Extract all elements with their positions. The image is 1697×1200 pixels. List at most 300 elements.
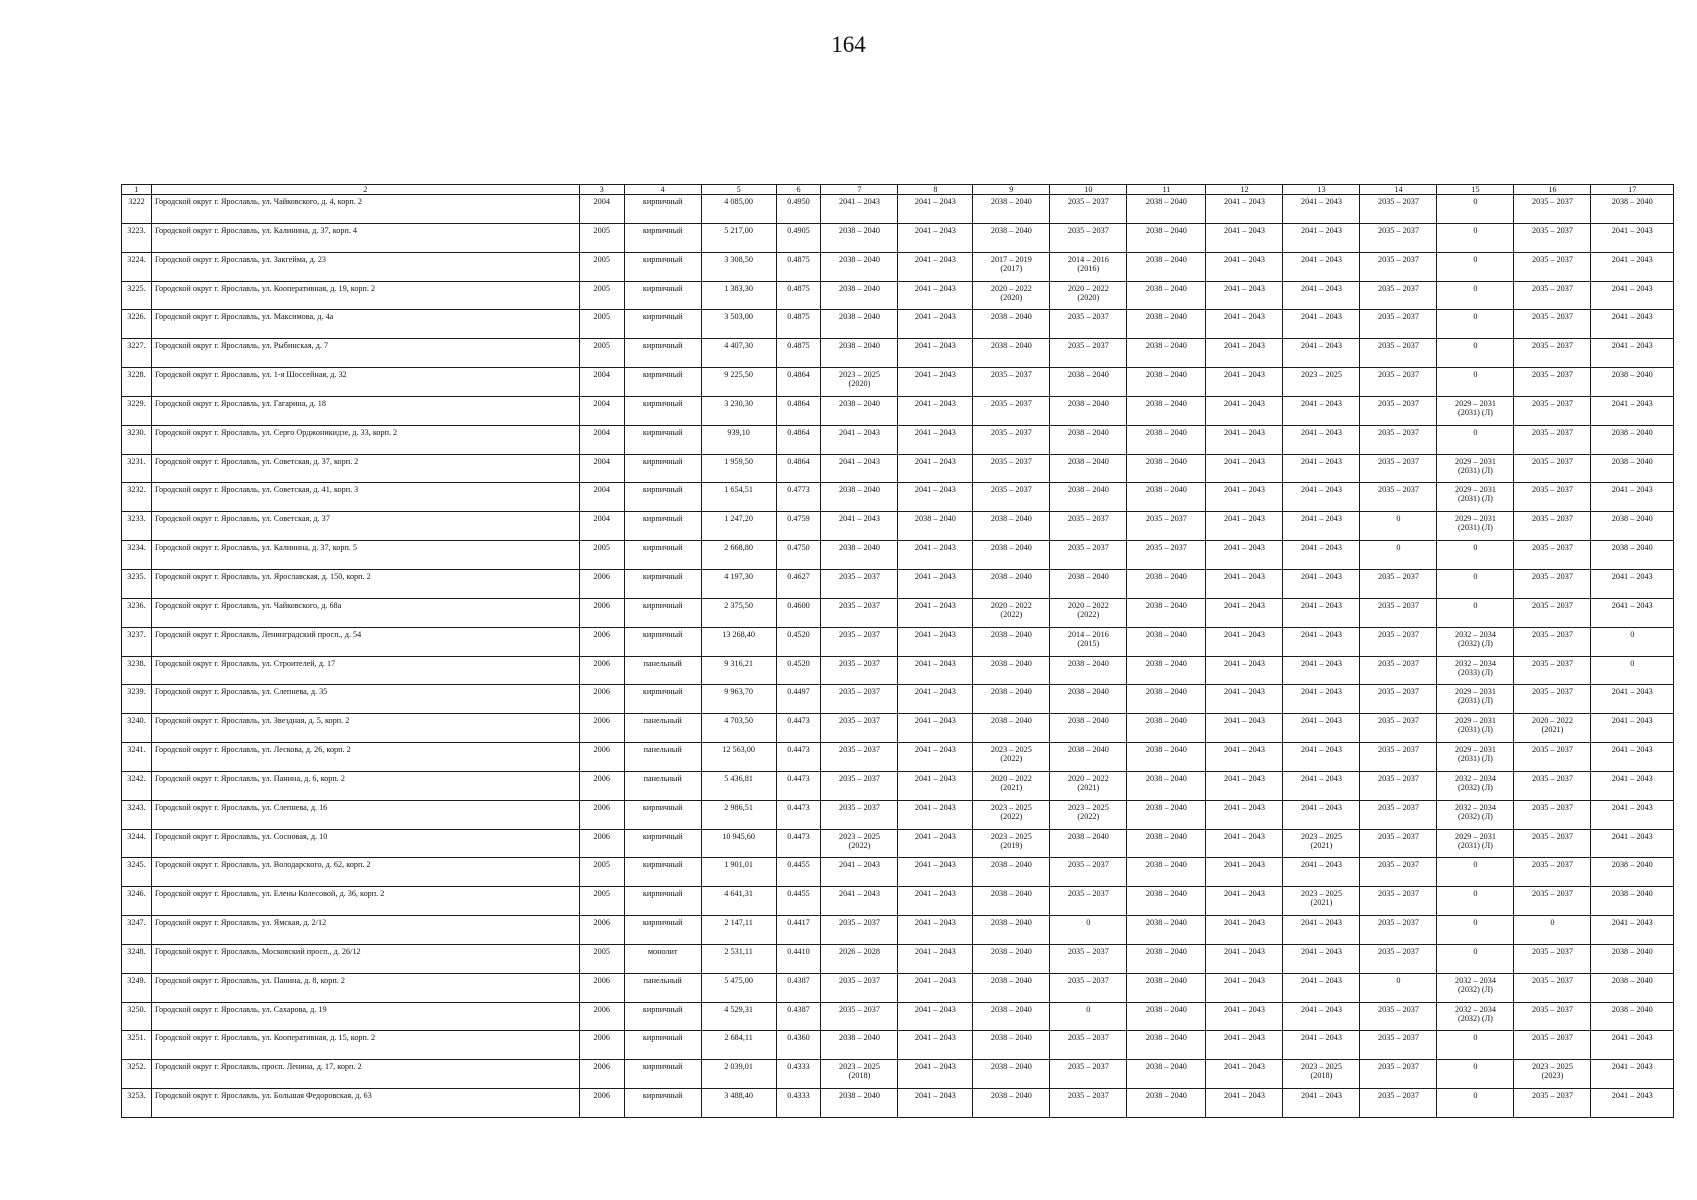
cell-col-16-period: 2020 – 2022 (2021)	[1514, 714, 1591, 743]
cell-col-17-period: 2041 – 2043	[1591, 714, 1674, 743]
cell-col-8-period: 2041 – 2043	[898, 368, 973, 397]
cell-wear-ratio: 0.4875	[776, 339, 821, 368]
cell-area: 2 668,80	[701, 541, 776, 570]
cell-col-11-period: 2038 – 2040	[1127, 916, 1206, 945]
cell-col-8-period: 2041 – 2043	[898, 771, 973, 800]
cell-wear-ratio: 0.4520	[776, 627, 821, 656]
cell-col-11-period: 2038 – 2040	[1127, 800, 1206, 829]
cell-col-9-period: 2038 – 2040	[973, 223, 1050, 252]
cell-col-12-period: 2041 – 2043	[1206, 310, 1283, 339]
cell-row-number: 3235.	[122, 569, 152, 598]
cell-col-9-period: 2038 – 2040	[973, 973, 1050, 1002]
cell-year-built: 2004	[579, 368, 624, 397]
cell-wear-ratio: 0.4864	[776, 396, 821, 425]
cell-col-10-period: 2038 – 2040	[1050, 743, 1127, 772]
cell-col-15-period: 0	[1437, 858, 1514, 887]
cell-col-17-period: 2041 – 2043	[1591, 339, 1674, 368]
cell-area: 3 230,30	[701, 396, 776, 425]
cell-col-8-period: 2041 – 2043	[898, 281, 973, 310]
cell-wear-ratio: 0.4875	[776, 281, 821, 310]
cell-col-10-period: 0	[1050, 916, 1127, 945]
cell-address: Городской округ г. Ярославль, Ленинградский просп., д. 54	[151, 627, 579, 656]
cell-col-14-period: 2035 – 2037	[1360, 771, 1437, 800]
cell-col-7-period: 2023 – 2025 (2020)	[821, 368, 898, 397]
cell-col-8-period: 2041 – 2043	[898, 743, 973, 772]
cell-col-9-period: 2038 – 2040	[973, 916, 1050, 945]
cell-col-16-period: 2035 – 2037	[1514, 944, 1591, 973]
cell-col-14-period: 2035 – 2037	[1360, 800, 1437, 829]
cell-address: Городской округ г. Ярославль, ул. Звездная, д. 5, корп. 2	[151, 714, 579, 743]
cell-col-13-period: 2041 – 2043	[1283, 714, 1360, 743]
cell-year-built: 2005	[579, 223, 624, 252]
cell-col-14-period: 2035 – 2037	[1360, 281, 1437, 310]
cell-address: Городской округ г. Ярославль, ул. Советская, д. 37	[151, 512, 579, 541]
cell-col-16-period: 2035 – 2037	[1514, 454, 1591, 483]
table-row	[122, 569, 1674, 598]
table-row	[122, 944, 1674, 973]
cell-col-14-period: 2035 – 2037	[1360, 1089, 1437, 1118]
cell-area: 4 529,31	[701, 1002, 776, 1031]
cell-col-17-period: 2038 – 2040	[1591, 944, 1674, 973]
cell-year-built: 2006	[579, 569, 624, 598]
cell-col-14-period: 2035 – 2037	[1360, 1031, 1437, 1060]
cell-year-built: 2006	[579, 829, 624, 858]
cell-col-16-period: 2035 – 2037	[1514, 310, 1591, 339]
cell-col-8-period: 2041 – 2043	[898, 310, 973, 339]
cell-wear-ratio: 0.4950	[776, 195, 821, 224]
cell-col-13-period: 2041 – 2043	[1283, 743, 1360, 772]
cell-row-number: 3252.	[122, 1060, 152, 1089]
cell-col-17-period: 2041 – 2043	[1591, 1089, 1674, 1118]
cell-year-built: 2006	[579, 1060, 624, 1089]
cell-row-number: 3240.	[122, 714, 152, 743]
cell-address: Городской округ г. Ярославль, ул. Панина, д. 6, корп. 2	[151, 771, 579, 800]
cell-col-9-period: 2020 – 2022 (2020)	[973, 281, 1050, 310]
cell-col-16-period: 2035 – 2037	[1514, 1089, 1591, 1118]
table-row	[122, 858, 1674, 887]
table-row	[122, 973, 1674, 1002]
cell-col-7-period: 2035 – 2037	[821, 598, 898, 627]
cell-col-11-period: 2035 – 2037	[1127, 541, 1206, 570]
cell-area: 9 316,21	[701, 656, 776, 685]
cell-col-16-period: 2035 – 2037	[1514, 195, 1591, 224]
cell-col-16-period: 2035 – 2037	[1514, 598, 1591, 627]
cell-col-12-period: 2041 – 2043	[1206, 281, 1283, 310]
cell-col-16-period: 2035 – 2037	[1514, 425, 1591, 454]
cell-address: Городской округ г. Ярославль, ул. Рыбинская, д. 7	[151, 339, 579, 368]
cell-col-13-period: 2023 – 2025	[1283, 368, 1360, 397]
cell-col-12-period: 2041 – 2043	[1206, 1002, 1283, 1031]
cell-year-built: 2006	[579, 714, 624, 743]
cell-col-8-period: 2041 – 2043	[898, 569, 973, 598]
cell-col-7-period: 2041 – 2043	[821, 858, 898, 887]
cell-wall-material: кирпичный	[624, 252, 701, 281]
cell-year-built: 2006	[579, 656, 624, 685]
cell-col-15-period: 2029 – 2031 (2031) (Л)	[1437, 714, 1514, 743]
cell-row-number: 3227.	[122, 339, 152, 368]
cell-col-16-period: 2035 – 2037	[1514, 512, 1591, 541]
cell-col-15-period: 0	[1437, 339, 1514, 368]
cell-col-12-period: 2041 – 2043	[1206, 973, 1283, 1002]
cell-wall-material: кирпичный	[624, 1089, 701, 1118]
cell-col-14-period: 2035 – 2037	[1360, 656, 1437, 685]
cell-col-11-period: 2038 – 2040	[1127, 743, 1206, 772]
cell-year-built: 2005	[579, 310, 624, 339]
cell-col-14-period: 2035 – 2037	[1360, 425, 1437, 454]
cell-col-17-period: 2038 – 2040	[1591, 887, 1674, 916]
table-row	[122, 1089, 1674, 1118]
cell-area: 12 563,00	[701, 743, 776, 772]
cell-col-9-period: 2038 – 2040	[973, 541, 1050, 570]
column-header-2: 2	[151, 185, 579, 195]
cell-col-16-period: 0	[1514, 916, 1591, 945]
table-row	[122, 771, 1674, 800]
cell-col-8-period: 2041 – 2043	[898, 454, 973, 483]
cell-wall-material: кирпичный	[624, 368, 701, 397]
cell-col-7-period: 2038 – 2040	[821, 252, 898, 281]
cell-area: 5 217,00	[701, 223, 776, 252]
cell-col-12-period: 2041 – 2043	[1206, 569, 1283, 598]
cell-col-14-period: 2035 – 2037	[1360, 627, 1437, 656]
cell-wall-material: кирпичный	[624, 916, 701, 945]
cell-col-10-period: 2023 – 2025 (2022)	[1050, 800, 1127, 829]
cell-col-14-period: 2035 – 2037	[1360, 1002, 1437, 1031]
table-row	[122, 339, 1674, 368]
cell-row-number: 3231.	[122, 454, 152, 483]
column-header-10: 10	[1050, 185, 1127, 195]
cell-col-13-period: 2023 – 2025 (2021)	[1283, 887, 1360, 916]
cell-col-9-period: 2020 – 2022 (2022)	[973, 598, 1050, 627]
cell-col-8-period: 2041 – 2043	[898, 195, 973, 224]
cell-year-built: 2006	[579, 685, 624, 714]
cell-address: Городской округ г. Ярославль, ул. Максимова, д. 4а	[151, 310, 579, 339]
cell-wear-ratio: 0.4497	[776, 685, 821, 714]
cell-address: Городской округ г. Ярославль, ул. Слепнева, д. 35	[151, 685, 579, 714]
cell-area: 1 959,50	[701, 454, 776, 483]
cell-col-10-period: 2035 – 2037	[1050, 858, 1127, 887]
cell-col-15-period: 0	[1437, 425, 1514, 454]
cell-row-number: 3233.	[122, 512, 152, 541]
cell-wear-ratio: 0.4875	[776, 252, 821, 281]
cell-col-13-period: 2041 – 2043	[1283, 425, 1360, 454]
cell-col-12-period: 2041 – 2043	[1206, 1089, 1283, 1118]
cell-wear-ratio: 0.4387	[776, 1002, 821, 1031]
cell-col-7-period: 2035 – 2037	[821, 800, 898, 829]
cell-col-11-period: 2038 – 2040	[1127, 281, 1206, 310]
cell-wall-material: кирпичный	[624, 310, 701, 339]
cell-col-13-period: 2041 – 2043	[1283, 541, 1360, 570]
cell-col-8-period: 2041 – 2043	[898, 339, 973, 368]
column-header-17: 17	[1591, 185, 1674, 195]
cell-col-10-period: 2038 – 2040	[1050, 368, 1127, 397]
table-row	[122, 800, 1674, 829]
cell-col-13-period: 2041 – 2043	[1283, 973, 1360, 1002]
table-row	[122, 714, 1674, 743]
column-header-14: 14	[1360, 185, 1437, 195]
cell-col-15-period: 0	[1437, 598, 1514, 627]
cell-col-13-period: 2023 – 2025 (2018)	[1283, 1060, 1360, 1089]
cell-col-15-period: 0	[1437, 281, 1514, 310]
table-row	[122, 541, 1674, 570]
cell-address: Городской округ г. Ярославль, просп. Ленина, д. 17, корп. 2	[151, 1060, 579, 1089]
cell-col-9-period: 2038 – 2040	[973, 858, 1050, 887]
cell-year-built: 2004	[579, 195, 624, 224]
column-header-5: 5	[701, 185, 776, 195]
cell-row-number: 3238.	[122, 656, 152, 685]
cell-wall-material: кирпичный	[624, 627, 701, 656]
cell-col-15-period: 0	[1437, 1060, 1514, 1089]
table-row	[122, 512, 1674, 541]
cell-year-built: 2006	[579, 771, 624, 800]
cell-col-14-period: 0	[1360, 512, 1437, 541]
cell-col-17-period: 2041 – 2043	[1591, 483, 1674, 512]
cell-col-9-period: 2035 – 2037	[973, 454, 1050, 483]
cell-col-7-period: 2038 – 2040	[821, 396, 898, 425]
cell-col-17-period: 2038 – 2040	[1591, 195, 1674, 224]
cell-year-built: 2005	[579, 944, 624, 973]
cell-col-9-period: 2038 – 2040	[973, 1060, 1050, 1089]
cell-col-17-period: 2041 – 2043	[1591, 569, 1674, 598]
cell-address: Городской округ г. Ярославль, ул. Сахарова, д. 19	[151, 1002, 579, 1031]
cell-col-15-period: 0	[1437, 944, 1514, 973]
cell-wear-ratio: 0.4455	[776, 887, 821, 916]
cell-col-17-period: 2038 – 2040	[1591, 512, 1674, 541]
cell-col-8-period: 2041 – 2043	[898, 944, 973, 973]
cell-col-12-period: 2041 – 2043	[1206, 916, 1283, 945]
cell-col-10-period: 2020 – 2022 (2020)	[1050, 281, 1127, 310]
cell-col-8-period: 2041 – 2043	[898, 973, 973, 1002]
cell-col-7-period: 2035 – 2037	[821, 1002, 898, 1031]
cell-address: Городской округ г. Ярославль, ул. 1-я Шоссейная, д. 32	[151, 368, 579, 397]
column-header-11: 11	[1127, 185, 1206, 195]
cell-col-9-period: 2038 – 2040	[973, 944, 1050, 973]
cell-wall-material: панельный	[624, 771, 701, 800]
cell-wear-ratio: 0.4600	[776, 598, 821, 627]
cell-area: 13 268,40	[701, 627, 776, 656]
column-header-3: 3	[579, 185, 624, 195]
cell-col-12-period: 2041 – 2043	[1206, 339, 1283, 368]
cell-col-9-period: 2020 – 2022 (2021)	[973, 771, 1050, 800]
cell-col-13-period: 2041 – 2043	[1283, 396, 1360, 425]
cell-wall-material: панельный	[624, 973, 701, 1002]
cell-col-13-period: 2041 – 2043	[1283, 252, 1360, 281]
cell-year-built: 2006	[579, 1031, 624, 1060]
cell-col-12-period: 2041 – 2043	[1206, 887, 1283, 916]
cell-col-16-period: 2035 – 2037	[1514, 800, 1591, 829]
cell-address: Городской округ г. Ярославль, ул. Кооперативная, д. 19, корп. 2	[151, 281, 579, 310]
cell-col-7-period: 2035 – 2037	[821, 973, 898, 1002]
cell-col-16-period: 2035 – 2037	[1514, 396, 1591, 425]
cell-col-11-period: 2038 – 2040	[1127, 195, 1206, 224]
table-row	[122, 252, 1674, 281]
cell-row-number: 3222	[122, 195, 152, 224]
cell-address: Городской округ г. Ярославль, ул. Строителей, д. 17	[151, 656, 579, 685]
cell-col-13-period: 2041 – 2043	[1283, 454, 1360, 483]
cell-col-8-period: 2041 – 2043	[898, 1031, 973, 1060]
cell-col-15-period: 2029 – 2031 (2031) (Л)	[1437, 454, 1514, 483]
cell-col-10-period: 2038 – 2040	[1050, 685, 1127, 714]
cell-col-12-period: 2041 – 2043	[1206, 944, 1283, 973]
cell-address: Городской округ г. Ярославль, ул. Лескова, д. 26, корп. 2	[151, 743, 579, 772]
cell-col-8-period: 2041 – 2043	[898, 1002, 973, 1031]
cell-col-13-period: 2041 – 2043	[1283, 916, 1360, 945]
cell-col-17-period: 2041 – 2043	[1591, 743, 1674, 772]
cell-col-12-period: 2041 – 2043	[1206, 771, 1283, 800]
cell-col-10-period: 2035 – 2037	[1050, 1089, 1127, 1118]
table-row	[122, 627, 1674, 656]
cell-col-10-period: 2038 – 2040	[1050, 829, 1127, 858]
table-row	[122, 1002, 1674, 1031]
cell-col-12-period: 2041 – 2043	[1206, 541, 1283, 570]
cell-col-9-period: 2035 – 2037	[973, 425, 1050, 454]
cell-address: Городской округ г. Ярославль, ул. Большая Федоровская, д. 63	[151, 1089, 579, 1118]
cell-col-10-period: 2014 – 2016 (2015)	[1050, 627, 1127, 656]
cell-col-7-period: 2035 – 2037	[821, 771, 898, 800]
column-header-8: 8	[898, 185, 973, 195]
cell-row-number: 3226.	[122, 310, 152, 339]
cell-col-9-period: 2023 – 2025 (2019)	[973, 829, 1050, 858]
cell-col-10-period: 2035 – 2037	[1050, 339, 1127, 368]
cell-wear-ratio: 0.4473	[776, 771, 821, 800]
cell-row-number: 3246.	[122, 887, 152, 916]
cell-col-10-period: 0	[1050, 1002, 1127, 1031]
cell-wall-material: панельный	[624, 656, 701, 685]
cell-wall-material: кирпичный	[624, 195, 701, 224]
table-row	[122, 223, 1674, 252]
cell-wear-ratio: 0.4387	[776, 973, 821, 1002]
cell-wear-ratio: 0.4473	[776, 800, 821, 829]
cell-col-10-period: 2035 – 2037	[1050, 887, 1127, 916]
header-row	[122, 185, 1674, 195]
cell-col-12-period: 2041 – 2043	[1206, 743, 1283, 772]
cell-col-9-period: 2038 – 2040	[973, 1002, 1050, 1031]
cell-address: Городской округ г. Ярославль, ул. Закгейма, д. 23	[151, 252, 579, 281]
cell-wall-material: кирпичный	[624, 569, 701, 598]
cell-col-15-period: 0	[1437, 569, 1514, 598]
page-number: 164	[831, 32, 866, 57]
cell-wear-ratio: 0.4360	[776, 1031, 821, 1060]
cell-col-11-period: 2038 – 2040	[1127, 1060, 1206, 1089]
cell-wear-ratio: 0.4473	[776, 829, 821, 858]
cell-area: 2 684,11	[701, 1031, 776, 1060]
cell-col-17-period: 2041 – 2043	[1591, 598, 1674, 627]
cell-area: 2 147,11	[701, 916, 776, 945]
cell-col-17-period: 2041 – 2043	[1591, 396, 1674, 425]
cell-row-number: 3242.	[122, 771, 152, 800]
cell-col-11-period: 2038 – 2040	[1127, 1031, 1206, 1060]
cell-area: 9 963,70	[701, 685, 776, 714]
cell-wear-ratio: 0.4455	[776, 858, 821, 887]
cell-address: Городской округ г. Ярославль, ул. Ярославская, д. 150, корп. 2	[151, 569, 579, 598]
cell-col-13-period: 2041 – 2043	[1283, 1089, 1360, 1118]
cell-col-15-period: 0	[1437, 1089, 1514, 1118]
cell-row-number: 3243.	[122, 800, 152, 829]
cell-col-17-period: 2041 – 2043	[1591, 916, 1674, 945]
cell-col-16-period: 2035 – 2037	[1514, 627, 1591, 656]
cell-col-8-period: 2041 – 2043	[898, 916, 973, 945]
cell-col-14-period: 2035 – 2037	[1360, 829, 1437, 858]
cell-wall-material: кирпичный	[624, 396, 701, 425]
table-row	[122, 1060, 1674, 1089]
cell-col-11-period: 2038 – 2040	[1127, 1089, 1206, 1118]
cell-year-built: 2005	[579, 252, 624, 281]
cell-col-13-period: 2041 – 2043	[1283, 858, 1360, 887]
cell-col-9-period: 2038 – 2040	[973, 310, 1050, 339]
cell-col-14-period: 2035 – 2037	[1360, 454, 1437, 483]
cell-year-built: 2004	[579, 425, 624, 454]
cell-year-built: 2006	[579, 627, 624, 656]
cell-col-14-period: 2035 – 2037	[1360, 598, 1437, 627]
cell-row-number: 3234.	[122, 541, 152, 570]
cell-address: Городской округ г. Ярославль, ул. Ямская, д. 2/12	[151, 916, 579, 945]
cell-col-9-period: 2038 – 2040	[973, 512, 1050, 541]
cell-col-11-period: 2038 – 2040	[1127, 483, 1206, 512]
cell-wall-material: кирпичный	[624, 685, 701, 714]
cell-row-number: 3225.	[122, 281, 152, 310]
cell-wear-ratio: 0.4473	[776, 714, 821, 743]
cell-col-11-period: 2038 – 2040	[1127, 944, 1206, 973]
cell-col-12-period: 2041 – 2043	[1206, 858, 1283, 887]
cell-address: Городской округ г. Ярославль, ул. Елены Колесовой, д. 36, корп. 2	[151, 887, 579, 916]
cell-row-number: 3245.	[122, 858, 152, 887]
cell-col-12-period: 2041 – 2043	[1206, 656, 1283, 685]
cell-row-number: 3228.	[122, 368, 152, 397]
cell-col-11-period: 2035 – 2037	[1127, 512, 1206, 541]
cell-col-17-period: 2041 – 2043	[1591, 252, 1674, 281]
cell-wall-material: кирпичный	[624, 339, 701, 368]
cell-col-15-period: 0	[1437, 887, 1514, 916]
cell-wear-ratio: 0.4410	[776, 944, 821, 973]
cell-year-built: 2005	[579, 887, 624, 916]
cell-year-built: 2006	[579, 1002, 624, 1031]
cell-col-14-period: 2035 – 2037	[1360, 252, 1437, 281]
cell-wall-material: кирпичный	[624, 281, 701, 310]
table-row	[122, 887, 1674, 916]
cell-col-10-period: 2038 – 2040	[1050, 454, 1127, 483]
cell-col-8-period: 2041 – 2043	[898, 598, 973, 627]
table-row	[122, 656, 1674, 685]
cell-area: 4 085,00	[701, 195, 776, 224]
cell-wall-material: кирпичный	[624, 1060, 701, 1089]
cell-col-14-period: 2035 – 2037	[1360, 368, 1437, 397]
cell-col-14-period: 0	[1360, 541, 1437, 570]
cell-col-13-period: 2041 – 2043	[1283, 223, 1360, 252]
cell-col-14-period: 2035 – 2037	[1360, 223, 1437, 252]
cell-col-12-period: 2041 – 2043	[1206, 252, 1283, 281]
cell-col-9-period: 2038 – 2040	[973, 656, 1050, 685]
cell-year-built: 2006	[579, 800, 624, 829]
cell-col-17-period: 2038 – 2040	[1591, 973, 1674, 1002]
cell-area: 5 475,00	[701, 973, 776, 1002]
cell-col-10-period: 2035 – 2037	[1050, 1060, 1127, 1089]
cell-col-15-period: 0	[1437, 368, 1514, 397]
cell-col-9-period: 2038 – 2040	[973, 887, 1050, 916]
cell-wear-ratio: 0.4750	[776, 541, 821, 570]
cell-col-7-period: 2035 – 2037	[821, 656, 898, 685]
cell-col-15-period: 0	[1437, 1031, 1514, 1060]
cell-col-9-period: 2038 – 2040	[973, 195, 1050, 224]
cell-col-10-period: 2038 – 2040	[1050, 483, 1127, 512]
table-row	[122, 483, 1674, 512]
cell-address: Городской округ г. Ярославль, ул. Чайковского, д. 68а	[151, 598, 579, 627]
table-row	[122, 916, 1674, 945]
cell-wall-material: кирпичный	[624, 454, 701, 483]
cell-col-10-period: 2014 – 2016 (2016)	[1050, 252, 1127, 281]
cell-col-9-period: 2038 – 2040	[973, 685, 1050, 714]
cell-col-13-period: 2041 – 2043	[1283, 771, 1360, 800]
cell-col-7-period: 2035 – 2037	[821, 743, 898, 772]
cell-col-8-period: 2041 – 2043	[898, 829, 973, 858]
